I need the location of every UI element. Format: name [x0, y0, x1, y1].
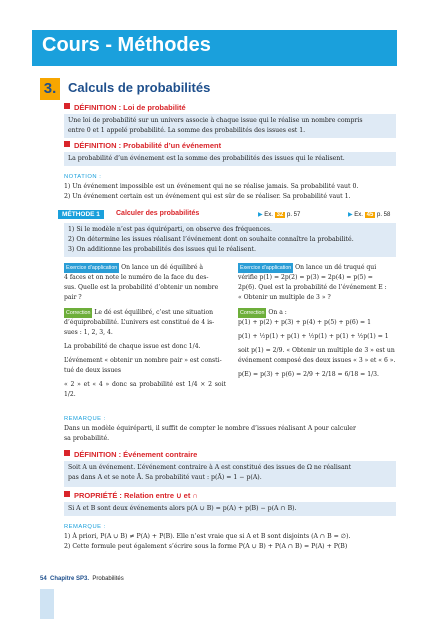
method-step: 1) Si le modèle n’est pas équiréparti, on observe des fréquences.	[68, 226, 272, 233]
square-bullet-icon	[64, 141, 70, 147]
definition-box	[64, 152, 396, 166]
remark-label: REMARQUE :	[64, 524, 106, 530]
correction-chip: Correction	[240, 310, 265, 316]
section-number: 3.	[40, 78, 60, 100]
page-number: 54	[40, 576, 47, 582]
section-heading	[40, 78, 400, 100]
square-bullet-icon	[64, 491, 70, 497]
definition-heading: DÉFINITION : Événement contraire	[64, 450, 197, 459]
notation-block	[64, 172, 396, 202]
method-tag: MÉTHODE 1	[58, 210, 104, 219]
exercise-chip: Exercice d’application	[66, 265, 118, 271]
triangle-right-icon: ▶	[258, 212, 263, 218]
chapter-label: Chapitre SP3.	[50, 576, 90, 582]
definition-box	[64, 114, 396, 138]
method-header	[58, 210, 398, 220]
remark-block: REMARQUE : 1) À priori, P(A ∪ B) ≠ P(A) + P(B). Elle n’est vraie que si A et B sont disjoints (A ∩ B = ∅). 2) Cette formule peut également s’écrire sous la forme P(A ∪ B) + P(A ∩ B) = P(A) + P(B)	[64, 522, 396, 552]
definition-heading: DÉFINITION : Probabilité d’un événement	[64, 141, 221, 150]
exercise-chip: Exercice d’application	[240, 265, 292, 271]
method-title: Calculer des probabilités	[116, 210, 200, 217]
property-box: Si A et B sont deux événements alors p(A ∪ B) = p(A) + p(B) − p(A ∩ B).	[64, 502, 396, 516]
method-step: 3) On additionne les probabilités des issues qui le réalisent.	[68, 246, 256, 253]
square-bullet-icon	[64, 450, 70, 456]
exercise-reference[interactable]: ▶ Ex. 32 p. 57	[258, 212, 301, 218]
chapter-banner	[32, 30, 397, 66]
right-example: Exercice d’application On lance un dé truqué qui vérifie p(1) = 2p(2) = p(3) = 2p(4) = p(5) = 2p(6). Quel est la probabilité de l’événement E : « Obtenir un multiple de 3 » ? Correction On a : p(1) + p(2) + p(3) + p(4) + p(5) + p(6) = 1 p(1) + ½p(1) + p(1) + ½p(1) + p(1) + ½p(1) = 1 soit p(1) = 2/9. « Obtenir un multiple de 3 » est un événement composé des deux issues « 3 » et « 6 ». p(E) = p(3) + p(6) = 2/9 + 2/18 = 6/18 = 1/3.	[238, 264, 396, 378]
section-title: Calculs de probabilités	[68, 80, 211, 95]
notation-line: 2) Un événement certain est un événement qui est sûr de se réaliser. Sa probabilité vaut 1.	[64, 193, 351, 200]
triangle-right-icon: ▶	[348, 212, 353, 218]
banner-title: Cours - Méthodes	[42, 34, 211, 56]
remark-block: REMARQUE : Dans un modèle équiréparti, il suffit de compter le nombre d’issues réalisant A pour calculer sa probabilité.	[64, 414, 396, 444]
notation-line: 1) Un événement impossible est un événement qui ne se réalise jamais. Sa probabilité vaut 0.	[64, 183, 359, 190]
definition-text: entre 0 et 1 appelé probabilité. La somme des probabilités des issues est 1.	[68, 127, 306, 134]
page-corner-tab	[40, 589, 54, 619]
left-example: Exercice d’application On lance un dé équilibré à 4 faces et on note le numéro de la face du des- sus. Quelle est la probabilité d’obtenir un nombre pair ? Correction Le dé est équilibré, c’est une situation d’équiprobabilité. L’univers est constitué de 4 is- sues : 1, 2, 3, 4. La probabilité de chaque issue est donc 1/4. L’événement « obtenir un nombre pair » est consti- tué de deux issues « 2 » et « 4 » donc sa probabilité est 1/4 × 2 soit 1/2.	[64, 264, 226, 398]
property-heading: PROPRIÉTÉ : Relation entre ∪ et ∩	[64, 491, 198, 500]
page-footer	[40, 576, 124, 582]
definition-heading: DÉFINITION : Loi de probabilité	[64, 103, 186, 112]
chapter-name: Probabilités	[92, 576, 124, 582]
definition-text: Une loi de probabilité sur un univers associe à chaque issue qui le réalise un nombre compris	[68, 117, 363, 124]
notation-label: NOTATION :	[64, 174, 102, 180]
method-step: 2) On détermine les issues réalisant l’événement dont on souhaite connaître la probabilité.	[68, 236, 354, 243]
definition-text: La probabilité d’un événement est la somme des probabilités des issues qui le réalisent.	[68, 155, 345, 162]
correction-chip: Correction	[66, 310, 91, 316]
square-bullet-icon	[64, 103, 70, 109]
remark-label: REMARQUE :	[64, 416, 106, 422]
method-steps	[64, 223, 396, 257]
definition-box: Soit A un événement. L’événement contraire à A est constitué des issues de Ω ne réalisant pas dans A et se note Ā. Sa probabilité vaut : p(Ā) = 1 − p(A).	[64, 461, 396, 487]
exercise-reference[interactable]: ▶ Ex. 45 p. 58	[348, 212, 391, 218]
